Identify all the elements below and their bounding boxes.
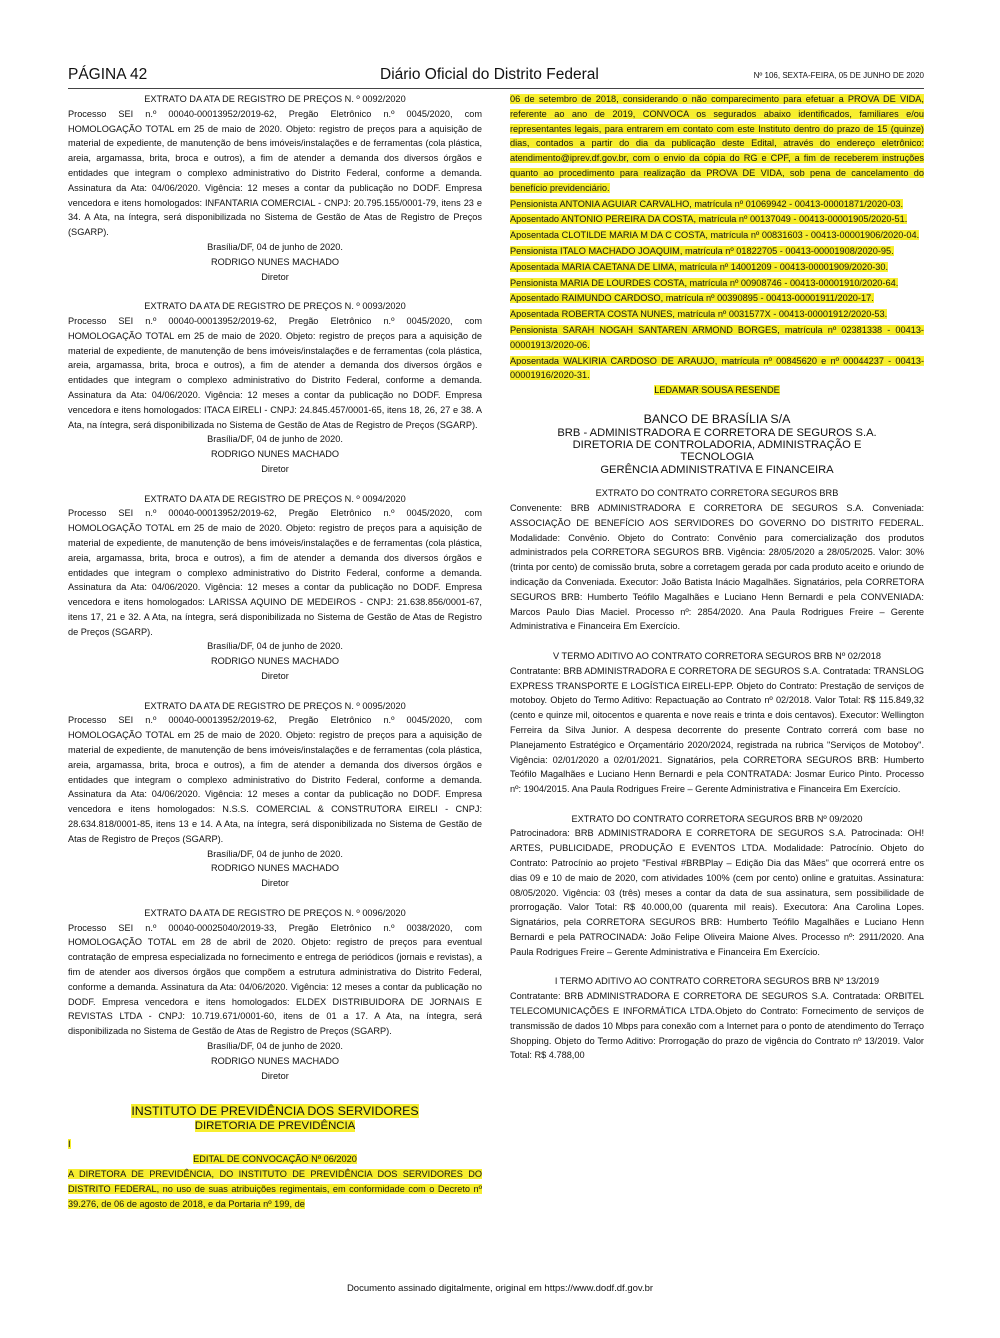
section-body: Processo SEI n.º 00040-00025040/2019-33, Pregão Eletrônico n.º 0038/2020, com HOMOLOGAÇÃO TOTAL em 28 de abril de 2020. Objeto: registro de preços para eventual contratação de empresa especializada no fornecimento e entrega de periódicos (jornais e revistas), a fim de atender aos diversos órgãos que compõem a estrutura administrativa do Distrito Federal, conforme a demanda. Assinatura da Ata: 04/06/2020. Vigência: 12 meses a contar da publicação no DODF. Empresa vencedora e itens homologados: ELDEX DISTRIBUIDORA DE JORNAIS E REVISTAS LTDA - CNPJ: 10.719.671/0001-60, itens de 01 a 17. A Ata, na íntegra, será disponibilizada no Sistema de Gestão de Atas de Registro de Preços (SGARP). <box>68 922 482 1037</box>
section-body: Contratante: BRB ADMINISTRADORA E CORRETORA DE SEGUROS S.A. Contratada: TRANSLOG EXPRESS TRANSPORTE E LOGÍSTICA EIRELI-EPP. Objeto do Contrato: Prestação de serviços de motoboy. Objeto do Termo Aditivo: Repactuação ao Contrato nº 02/2018. Valor Total: R$ 115.849,32 (cento e quinze mil, oitocentos e quarenta e nove reais e trinta e dois centavos). Executor: Wellington Ferreira da Silva Junior. A despesa decorrente do presente Contrato correrá com base no Planejamento Estratégico e Orçamentário 2020/2024, registrada na rubrica "Serviços de Motoboy". Vigência: 02/01/2020 a 02/01/2021. Signatários, pela CORRETORA SEGUROS BRB: Humberto Teófilo Magalhães e Luciano Henn Bernardi e pela CONTRATADA: Josmar Eurico Pinto. Processo nº: 1904/2015. Ana Paula Rodrigues Freire – Gerente Administrativa e Financeira Em Exercício. <box>510 665 924 795</box>
signer-role: Diretor <box>261 878 289 889</box>
bank-department: GERÊNCIA ADMINISTRATIVA E FINANCEIRA <box>600 463 834 476</box>
list-item: Aposentada ROBERTA COSTA NUNES, matrícula nº 0031577X - 00413-00001912/2020-53. <box>510 309 888 320</box>
section-title: EXTRATO DA ATA DE REGISTRO DE PREÇOS N. º 0095/2020 <box>144 700 406 711</box>
org-name: INSTITUTO DE PREVIDÊNCIA DOS SERVIDORES <box>131 1104 419 1119</box>
list-item: Pensionista ANTONIA AGUIAR CARVALHO, matrícula nº 01069942 - 00413-00001871/2020-03. <box>510 198 904 209</box>
place-date: Brasília/DF, 04 de junho de 2020. <box>207 1041 343 1051</box>
list-item: Pensionista MARIA DE LOURDES COSTA, matrícula nº 00908746 - 00413-00001910/2020-64. <box>510 277 899 288</box>
section-title: I TERMO ADITIVO AO CONTRATO CORRETORA SEGUROS BRB Nº 13/2019 <box>554 976 880 987</box>
contrato-09-2020 <box>510 812 924 960</box>
list-item: Aposentada CLOTILDE MARIA M DA C COSTA, matrícula nº 00831603 - 00413-00001906/2020-04. <box>510 230 920 241</box>
list-item: Aposentado ANTONIO PEREIRA DA COSTA, matrícula nº 00137049 - 00413-00001905/2020-51. <box>510 214 908 225</box>
signer-name: RODRIGO NUNES MACHADO <box>210 863 340 874</box>
page-number: PÁGINA 42 <box>68 66 148 83</box>
extrato-0096 <box>68 906 482 1084</box>
section-body: Processo SEI n.º 00040-00013952/2019-62, Pregão Eletrônico n.º 0045/2020, com HOMOLOGAÇÃO TOTAL em 25 de maio de 2020. Objeto: registro de preços para a aquisição de material de expediente, de manutenção de bens imóveis/instalações e de ferramentas (cola plástica, areia, argamassa, brita, broca e outros), a fim de atender a demanda dos diversos órgãos e entidades que integram o complexo administrativo do Distrito Federal, conforme a demanda. Assinatura da Ata: 04/06/2020. Vigência: 12 meses a contar da publicação no DODF. Empresa vencedora e itens homologados: INFANTARIA COMERCIAL - CNPJ: 20.795.155/0001-79, itens 23 e 34. A Ata, na íntegra, será disponibilizada no Sistema de Gestão de Atas de Registro de Preços (SGARP). <box>68 108 482 238</box>
extrato-0095 <box>68 699 482 891</box>
iprev-section <box>68 1104 482 1211</box>
edital-body-cont: 06 de setembro de 2018, considerando o não comparecimento para efetuar a PROVA DE VIDA, referente ao ano de 2019, CONVOCA os segurados abaixo identificados, familiares e/ou representantes legais, para entrarem em contato com este Instituto dentro do prazo de 15 (quinze) dias, contados a partir do dia da publicação deste Edital, através do endereço eletrônico: atendimento@iprev.df.gov.br, com o envio da cópia do RG e CPF, a fim de receberem instruções quanto ao procedimento para realização da PROVA DE VIDA, sob pena de cancelamento do benefício previdenciário. <box>510 94 924 193</box>
list-item: Aposentado RAIMUNDO CARDOSO, matrícula nº 00390895 - 00413-00001911/2020-17. <box>510 293 874 304</box>
signer-role: Diretor <box>261 671 289 682</box>
section-title: EXTRATO DO CONTRATO CORRETORA SEGUROS BRB Nº 09/2020 <box>571 813 863 824</box>
place-date: Brasília/DF, 04 de junho de 2020. <box>207 434 343 445</box>
bank-header <box>510 412 924 476</box>
section-body: Processo SEI n.º 00040-00013952/2019-62, Pregão Eletrônico n.º 0045/2020, com HOMOLOGAÇÃO TOTAL em 25 de maio de 2020. Objeto: registro de preços para a aquisição de material de expediente, de manutenção de bens imóveis/instalações e de ferramentas (cola plástica, areia, argamassa, brita, broca e outros), a fim de atender a demanda dos diversos órgãos e entidades que integram o complexo administrativo do Distrito Federal, conforme a demanda. Assinatura da Ata: 04/06/2020. Vigência: 12 meses a contar da publicação no DODF. Empresa vencedora e itens homologados: N.S.S. COMERCIAL & CONSTRUTORA EIRELI - CNPJ: 28.634.818/0001-85, itens 13 e 14. A Ata, na íntegra, será disponibilizada no Sistema de Gestão de Atas de Registro de Preços (SGARP). <box>68 715 482 844</box>
list-item: Pensionista SARAH NOGAH SANTAREN ARMOND BORGES, matrícula nº 02381338 - 00413-00001913/2020-06. <box>510 324 924 350</box>
bank-name: BANCO DE BRASÍLIA S/A <box>643 411 791 426</box>
bank-directorate-cont: TECNOLOGIA <box>680 451 754 464</box>
edital-body-start: A DIRETORA DE PREVIDÊNCIA, DO INSTITUTO DE PREVIDÊNCIA DOS SERVIDORES DO DISTRITO FEDERAL, no uso de suas atribuições regimentais, em conformidade com o Decreto nº 39.276, de 06 de agosto de 2018, e da Portaria nº 199, de <box>68 1168 482 1209</box>
signer-name: RODRIGO NUNES MACHADO <box>210 1055 340 1066</box>
section-title: V TERMO ADITIVO AO CONTRATO CORRETORA SEGUROS BRB Nº 02/2018 <box>553 650 881 661</box>
section-title: EXTRATO DA ATA DE REGISTRO DE PREÇOS N. º 0093/2020 <box>144 301 406 312</box>
bank-directorate: DIRETORIA DE CONTROLADORIA, ADMINISTRAÇÃO E <box>572 438 862 451</box>
section-title: EXTRATO DA ATA DE REGISTRO DE PREÇOS N. º 0094/2020 <box>144 493 406 504</box>
left-column <box>68 92 482 1211</box>
signer-role: Diretor <box>261 463 289 474</box>
page-footer: Documento assinado digitalmente, original em https://www.dodf.df.gov.br <box>346 1283 654 1294</box>
section-title: EXTRATO DA ATA DE REGISTRO DE PREÇOS N. º 0096/2020 <box>144 907 406 918</box>
extrato-0092 <box>68 92 482 284</box>
signer-name: RODRIGO NUNES MACHADO <box>210 656 340 667</box>
contrato-convenio <box>510 486 924 634</box>
signer-name: RODRIGO NUNES MACHADO <box>210 256 340 267</box>
place-date: Brasília/DF, 04 de junho de 2020. <box>207 241 343 252</box>
convocados-list <box>510 197 924 384</box>
section-body: Convenente: BRB ADMINISTRADORA E CORRETORA DE SEGUROS S.A. Conveniada: ASSOCIAÇÃO DE BENEFÍCIO AOS SERVIDORES DO GOVERNO DO DISTRITO FEDERAL. Modalidade: Convênio. Objeto do Contrato: Convênio para comercialização dos produtos administrados pela CORRETORA SEGUROS BRB. Vigência: 28/05/2020 a 28/05/2025. Valor: 30% (trinta por cento) de comissão bruta, sobre a corretagem gerada por cada produto aceito e oriundo de indicação da Conveniada. Executor: João Batista Inácio Magalhães. Signatários, pela CORRETORA SEGUROS BRB: Humberto Teófilo Magalhães e Luciano Henn Bernardi e pela CONVENIADA: Marcos Paulo Dias Maciel. Processo nº: 2854/2020. Ana Paula Rodrigues Freire – Gerente Administrativa e Financeira Em Exercício. <box>510 502 924 632</box>
section-body: Processo SEI n.º 00040-00013952/2019-62, Pregão Eletrônico n.º 0045/2020, com HOMOLOGAÇÃO TOTAL em 25 de maio de 2020. Objeto: registro de preços para a aquisição de material de expediente, de manutenção de bens imóveis/instalações e de ferramentas (cola plástica, areia, argamassa, brita, broca e outros), a fim de atender a demanda dos diversos órgãos e entidades que integram o complexo administrativo do Distrito Federal, conforme a demanda. Assinatura da Ata: 04/06/2020. Vigência: 12 meses a contar da publicação no DODF. Empresa vencedora e itens homologados: ITACA EIRELI - CNPJ: 24.845.457/0001-65, itens 18, 26, 27 e 38. A Ata, na íntegra, será disponibilizada no Sistema de Gestão de Atas de Registro de Preços (SGARP). <box>68 315 482 430</box>
list-item: Aposentada MARIA CAETANA DE LIMA, matrícula nº 14001209 - 00413-00001909/2020-30. <box>510 261 889 272</box>
edital-signer: LEDAMAR SOUSA RESENDE <box>654 385 780 396</box>
list-item: Pensionista ITALO MACHADO JOAQUIM, matrícula nº 01822705 - 00413-00001908/2020-95. <box>510 245 894 256</box>
extrato-0094 <box>68 492 482 684</box>
place-date: Brasília/DF, 04 de junho de 2020. <box>207 641 343 652</box>
signer-role: Diretor <box>261 1070 289 1081</box>
right-column <box>510 92 924 1063</box>
journal-title: Diário Oficial do Distrito Federal <box>380 66 599 83</box>
section-body: Contratante: BRB ADMINISTRADORA E CORRETORA DE SEGUROS S.A. Contratada: ORBITEL TELECOMUNICAÇÕES E INFORMÁTICA LTDA.Objeto do Contrato: Fornecimento de serviços de transmissão de dados 10 Mbps para conexão com a Internet para o ponto de atendimento do Terraço Shopping. Objeto do Termo Aditivo: Prorrogação do prazo de vigência do Contrato nº 13/2019. Valor Total: R$ 4.788,00 <box>510 991 924 1061</box>
page-header <box>68 66 924 89</box>
extrato-0093 <box>68 299 482 477</box>
list-item: Aposentada WALKIRIA CARDOSO DE ARAUJO, matrícula nº 00845620 e nº 00044237 - 00413-00001916/2020-31. <box>510 355 924 381</box>
place-date: Brasília/DF, 04 de junho de 2020. <box>207 848 343 859</box>
edital-title: EDITAL DE CONVOCAÇÃO Nº 06/2020 <box>193 1154 357 1165</box>
section-title: EXTRATO DO CONTRATO CORRETORA SEGUROS BRB <box>595 488 839 499</box>
issue-date: Nº 106, SEXTA-FEIRA, 05 DE JUNHO DE 2020 <box>753 71 924 80</box>
section-body: Processo SEI n.º 00040-00013952/2019-62, Pregão Eletrônico n.º 0045/2020, com HOMOLOGAÇÃO TOTAL em 25 de maio de 2020. Objeto: registro de preços para a aquisição de material de expediente, de manutenção de bens imóveis/instalações e de ferramentas (cola plástica, areia, argamassa, brita, broca e outros), a fim de atender a demanda dos diversos órgãos e entidades que integram o complexo administrativo do Distrito Federal, conforme a demanda. Assinatura da Ata: 04/06/2020. Vigência: 12 meses a contar da publicação no DODF. Empresa vencedora e itens homologados: LARISSA AQUINO DE MEDEIROS - CNPJ: 21.638.856/0001-67, itens 17, 21 e 32. A Ata, na íntegra, será disponibilizada no Sistema de Gestão de Atas de Registro de Preços (SGARP). <box>68 508 482 637</box>
termo-aditivo-13-2019 <box>510 974 924 1063</box>
section-title: EXTRATO DA ATA DE REGISTRO DE PREÇOS N. º 0092/2020 <box>144 94 406 104</box>
signer-role: Diretor <box>261 271 289 282</box>
section-body: Patrocinadora: BRB ADMINISTRADORA E CORRETORA DE SEGUROS S.A. Patrocinada: OH! ARTES, PUBLICIDADE, PRODUÇÃO E EVENTOS LTDA. Modalidade: Patrocínio. Objeto do Contrato: Patrocínio ao projeto "Festival #BRBPlay – Edição Dia das Mães" que ocorrerá entre os dias 09 e 10 de maio de 2020, com atividades 100% (cem por cento) online e gratuitas. Assinatura: 08/05/2020. Vigência: 03 (três) meses a contar da data de sua assinatura, sem possibilidade de prorrogação. Valor Total: R$ 40.000,00 (quarenta mil reais). Executora: Ana Carolina Lopes. Signatários, pela CORRETORA SEGUROS BRB: Humberto Teófilo Magalhães e Luciano Henn Bernardi e pela PATROCINADA: João Felipe Oliveira Maione Alves. Processo nº: 2911/2020. Ana Paula Rodrigues Freire – Gerente Administrativa e Financeira Em Exercício. <box>510 828 924 957</box>
termo-aditivo-02-2018 <box>510 649 924 797</box>
dept-name: DIRETORIA DE PREVIDÊNCIA <box>194 1119 356 1132</box>
signer-name: RODRIGO NUNES MACHADO <box>210 449 340 460</box>
highlight-marker: I <box>68 1139 71 1150</box>
bank-subsidiary: BRB - ADMINISTRADORA E CORRETORA DE SEGUROS S.A. <box>557 426 877 439</box>
